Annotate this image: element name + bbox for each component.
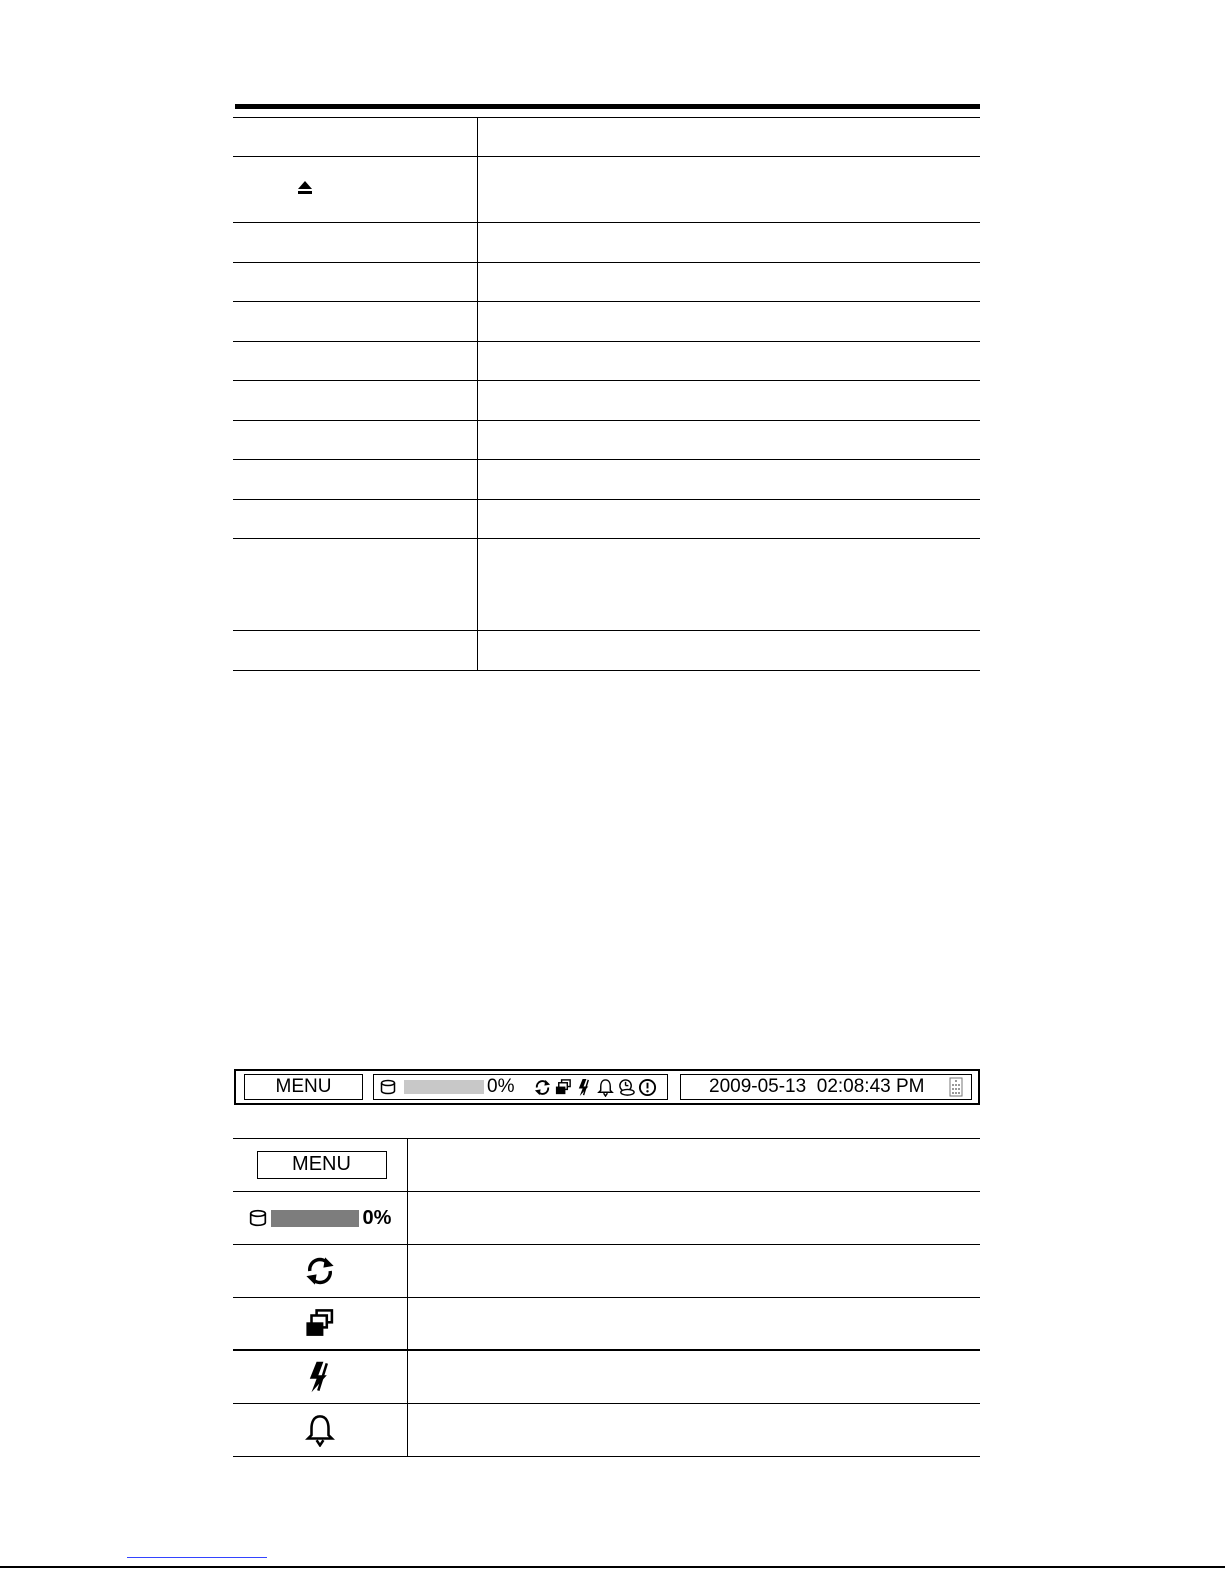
datetime-display: [680, 1074, 972, 1100]
footer-link-underline: [127, 1557, 267, 1558]
column-divider: [407, 1192, 408, 1244]
table-top-rule: [235, 104, 980, 109]
table-row: [233, 223, 980, 263]
column-divider: [477, 118, 478, 156]
table-cell: [233, 1298, 407, 1349]
table-row: [233, 1245, 980, 1298]
menu-button[interactable]: [244, 1074, 363, 1100]
hdd-usage-percent-sample: 0%: [362, 1206, 392, 1229]
schedule-record-icon: [617, 1078, 636, 1097]
table-cell: [233, 1192, 407, 1244]
column-divider: [477, 223, 478, 262]
remote-control-icon: [949, 1077, 963, 1097]
column-divider: [407, 1245, 408, 1297]
table-cell: [233, 1351, 407, 1403]
multi-screen-icon: [303, 1307, 337, 1341]
hdd-usage-bar: [404, 1080, 484, 1094]
table-row: [233, 157, 980, 223]
column-divider: [477, 302, 478, 341]
column-divider: [477, 157, 478, 222]
column-divider: [407, 1351, 408, 1403]
table-row: [233, 302, 980, 342]
table-row: [233, 1351, 980, 1404]
status-icon-legend-table: [233, 1138, 980, 1457]
table-row: [233, 381, 980, 421]
table-row: [233, 631, 980, 670]
alarm-out-icon: [303, 1360, 337, 1394]
table-row: [233, 342, 980, 381]
eject-icon: [297, 179, 313, 195]
column-divider: [477, 460, 478, 499]
sequence-icon: [303, 1254, 337, 1288]
menu-button-sample: [257, 1151, 387, 1179]
alarm-bell-icon: [596, 1078, 615, 1097]
page-bottom-rule: [0, 1566, 1225, 1568]
sequence-icon: [533, 1078, 552, 1097]
column-divider: [477, 421, 478, 459]
column-divider: [477, 263, 478, 301]
hdd-icon: [249, 1209, 267, 1227]
table-row: [233, 539, 980, 631]
column-divider: [407, 1298, 408, 1349]
table-cell: [233, 1139, 407, 1191]
button-description-table: [233, 117, 980, 671]
column-divider: [407, 1404, 408, 1456]
hdd-usage-sample: [249, 1207, 392, 1230]
table-row: [233, 263, 980, 302]
menu-button-label: MENU: [275, 1076, 332, 1097]
menu-button-sample-label: MENU: [292, 1153, 351, 1175]
hdd-usage-percent: 0%: [487, 1076, 515, 1097]
table-cell: [233, 157, 477, 222]
column-divider: [477, 539, 478, 630]
status-bar: [234, 1069, 980, 1105]
datetime-text: 2009-05-13 02:08:43 PM: [709, 1076, 925, 1097]
table-row: [233, 500, 980, 539]
table-cell: [233, 1245, 407, 1297]
status-icons: [533, 1077, 657, 1097]
table-row: [233, 460, 980, 500]
table-row: [233, 1298, 980, 1351]
column-divider: [477, 381, 478, 420]
column-divider: [477, 342, 478, 380]
table-row: [233, 1192, 980, 1245]
table-row: [233, 421, 980, 460]
column-divider: [477, 631, 478, 670]
status-indicators: [373, 1074, 668, 1100]
table-cell: [233, 1404, 407, 1456]
hdd-usage-bar-sample: [271, 1210, 359, 1227]
multi-screen-icon: [554, 1078, 573, 1097]
table-row: [233, 117, 980, 157]
hdd-icon: [380, 1079, 396, 1095]
alarm-bell-icon: [303, 1413, 337, 1447]
table-row: [233, 1139, 980, 1192]
alarm-out-icon: [575, 1078, 594, 1097]
clock-icon: [638, 1078, 657, 1097]
column-divider: [407, 1139, 408, 1191]
column-divider: [477, 500, 478, 538]
table-row: [233, 1404, 980, 1457]
